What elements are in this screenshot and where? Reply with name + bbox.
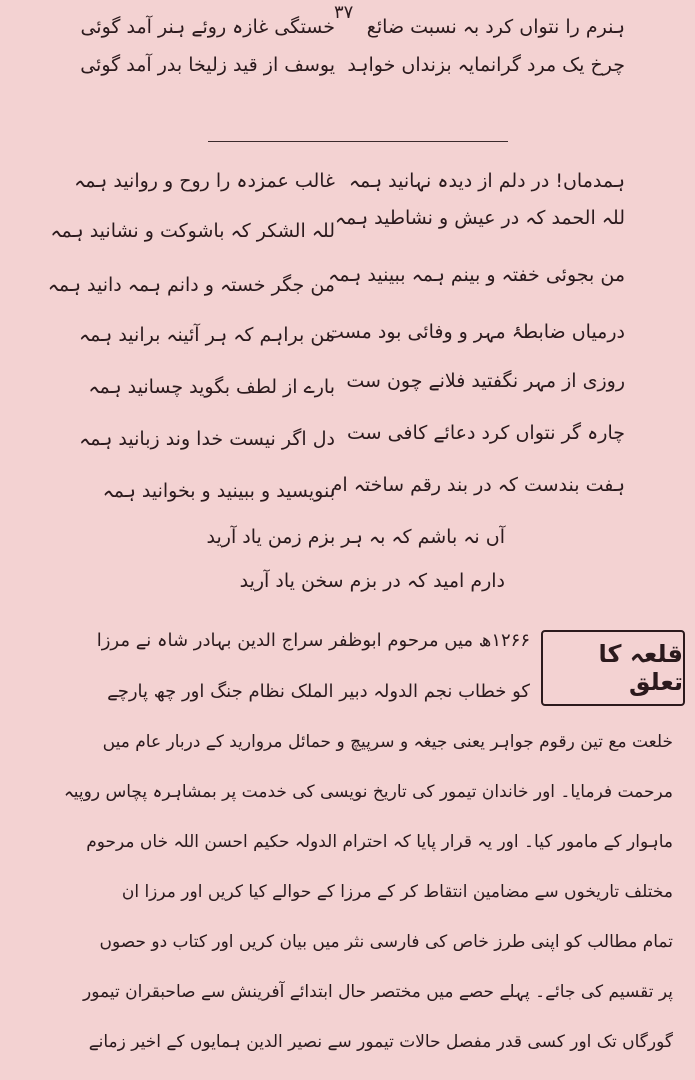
separator-line bbox=[208, 141, 508, 142]
prose-line-6: مختلف تاریخوں سے مضامین انتقاط کر کے مرزا کے حوالے کیا کریں اور مرزا ان bbox=[121, 882, 673, 902]
verse-main-left-7: بنویسید و ببینید و بخوانید ہمہ bbox=[102, 480, 335, 502]
prose-line-1: ۱۲۶۶ھ میں مرحوم ابوظفر سراج الدین بہادر شاہ نے مرزا bbox=[96, 630, 530, 651]
verse-main-right-6: چارہ گر نتواں کرد دعائے کافی ست bbox=[346, 422, 625, 444]
page-number: ۳۷ bbox=[334, 2, 354, 23]
prose-line-3: خلعت مع تین رقوم جواہر یعنی جیغہ و سرپیچ و حمائل مروارید کے دربار عام میں bbox=[102, 732, 673, 752]
verse-main-left-5: بارے از لطف بگوید چسانید ہمہ bbox=[88, 376, 335, 398]
verse-closing-1: آں نہ باشم کہ بہ ہر بزم زمن یاد آرید bbox=[206, 526, 505, 548]
prose-line-8: پر تقسیم کی جائے۔ پہلے حصے میں مختصر حال ابتدائے آفرینش سے صاحبقران تیمور bbox=[83, 982, 673, 1002]
verse-main-left-4: من براہم کہ ہر آئینہ برانید ہمہ bbox=[79, 324, 335, 346]
verse-main-right-4: درمیاں ضابطۂ مہر و وفائی بود مست bbox=[326, 321, 625, 343]
prose-line-9: گورگاں تک اور کسی قدر مفصل حالات تیمور سے نصیر الدین ہمایوں کے اخیر زمانے bbox=[88, 1032, 673, 1052]
prose-line-2: کو خطاب نجم الدولہ دبیر الملک نظام جنگ اور چھ پارچے bbox=[107, 681, 530, 702]
verse-top-left-1: خستگی غازہ روئے ہنر آمد گوئی bbox=[80, 16, 335, 38]
verse-main-right-1: ہمدماں! در دلم از دیدہ نہانید ہمہ bbox=[348, 170, 625, 192]
verse-top-right-2: چرخ یک مرد گرانمایہ بزنداں خواہد bbox=[347, 54, 625, 76]
verse-main-left-1: غالب عمزدہ را روح و روانید ہمہ bbox=[74, 170, 335, 192]
verse-main-left-3: من جگر خستہ و دانم ہمہ دانید ہمہ bbox=[47, 274, 335, 296]
verse-main-left-2: للہ الشکر کہ باشوکت و نشانید ہمہ bbox=[50, 220, 335, 242]
verse-main-right-5: روزی از مہر نگفتید فلانے چون ست bbox=[346, 370, 625, 392]
verse-top-right-1: ہنرم را نتواں کرد بہ نسبت ضائع bbox=[366, 16, 625, 38]
verse-main-left-6: دل اگر نیست خدا وند زبانید ہمہ bbox=[79, 428, 335, 450]
verse-top-left-2: یوسف از قید زلیخا بدر آمد گوئی bbox=[80, 54, 335, 76]
verse-main-right-7: ہفت بندست کہ در بند رقم ساختہ ام bbox=[330, 474, 625, 496]
prose-line-5: ماہوار کے مامور کیا۔ اور یہ قرار پایا کہ احترام الدولہ حکیم احسن اللہ خاں مرحوم bbox=[86, 832, 673, 852]
section-heading: قلعہ کا تعلق bbox=[541, 630, 685, 706]
verse-main-right-2: للہ الحمد کہ در عیش و نشاطید ہمہ bbox=[334, 207, 625, 229]
verse-closing-2: دارم امید کہ در بزم سخن یاد آرید bbox=[239, 570, 505, 592]
prose-line-4: مرحمت فرمایا۔ اور خاندان تیمور کی تاریخ نویسی کی خدمت پر بمشاہرہ پچاس روپیہ bbox=[63, 782, 673, 802]
prose-line-7: تمام مطالب کو اپنی طرز خاص کی فارسی نثر میں بیان کریں اور کتاب دو حصوں bbox=[99, 932, 673, 952]
verse-main-right-3: من بجوئی خفتہ و بینم ہمہ ببینید ہمہ bbox=[328, 264, 625, 286]
